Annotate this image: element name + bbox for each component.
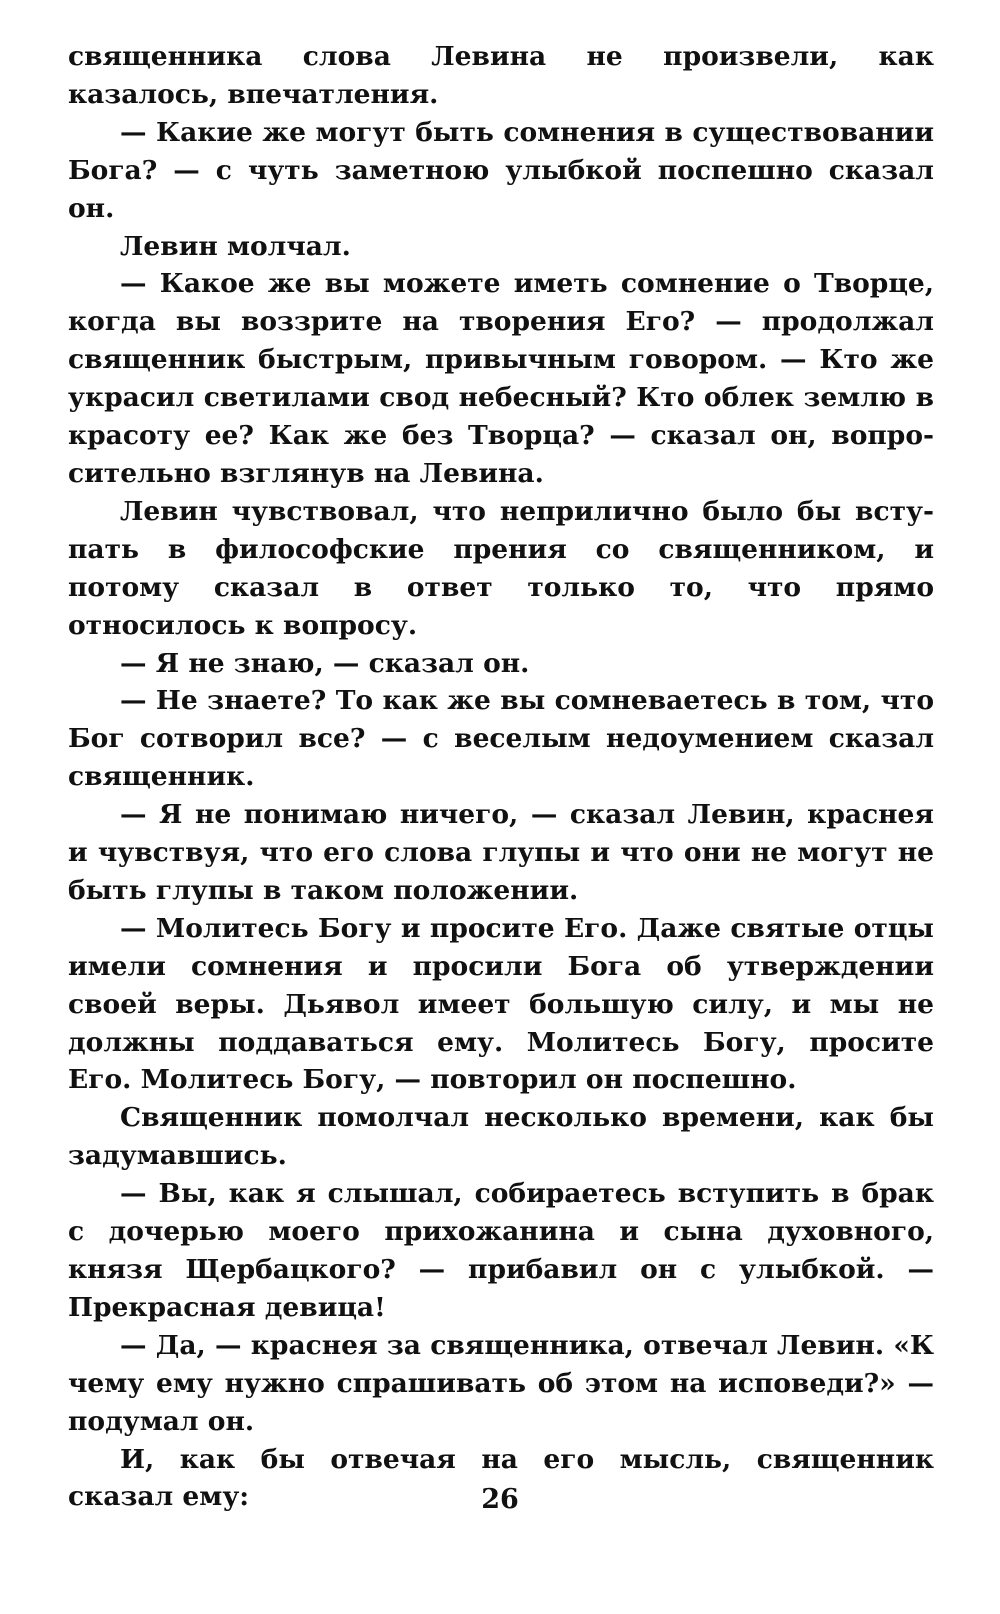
paragraph-10: Священник помолчал несколько времени, как бы задумавшись. [68, 1102, 934, 1172]
paragraph-3: Левин молчал. [120, 230, 351, 262]
paragraph-2: — Какие же могут быть сомнения в существовании Бога? — с чуть заметною улыбкой поспешно сказал он. [68, 116, 934, 224]
paragraph-11: — Вы, как я слышал, собираетесь вступить в брак с дочерью моего прихожанина и сына духовного, князя Щербацкого? — прибавил он с улыбкой. — Прекрасная девица! [68, 1178, 934, 1323]
paragraph-1: священника слова Левина не произвели, как казалось, впечатления. [68, 41, 934, 110]
page-body [68, 38, 934, 1516]
paragraph-6: — Я не знаю, — сказал он. [120, 647, 530, 679]
page-number: 26 [481, 1484, 519, 1515]
paragraph-5: Левин чувствовал, что неприлично было бы вступать в философские прения со священником, и потому сказал в ответ только то, что прямо относилось к вопросу. [68, 495, 934, 641]
paragraph-8: — Я не понимаю ничего, — сказал Левин, краснея и чувствуя, что его слова глупы и что они не могут не быть глупы в таком положении. [68, 799, 934, 906]
paragraph-12: — Да, — краснея за священника, отвечал Левин. «К чему ему нужно спрашивать об этом на исповеди?» — подумал он. [68, 1329, 934, 1437]
paragraph-13: И, как бы отвечая на его мысль, священник сказал ему: [68, 1443, 934, 1513]
paragraph-9: — Молитесь Богу и просите Его. Даже святые отцы имели сомнения и просили Бога об утверждении своей веры. Дьявол имеет большую силу, и мы не должны поддаваться ему. Молитесь Богу, просите Его. Молитесь Богу, — повторил он поспешно. [68, 912, 934, 1096]
paragraph-7: — Не знаете? То как же вы сомневаетесь в том, что Бог сотворил все? — с веселым недоумением сказал священник. [68, 685, 934, 793]
paragraph-4: — Какое же вы можете иметь сомнение о Творце, когда вы воззрите на творения Его? — продолжал священник быстрым, привычным говором. — Кто же украсил светилами свод небесный? Кто облек землю в красоту ее? Как же без Творца? — сказал он, вопросительно взглянув на Левина. [68, 268, 934, 489]
